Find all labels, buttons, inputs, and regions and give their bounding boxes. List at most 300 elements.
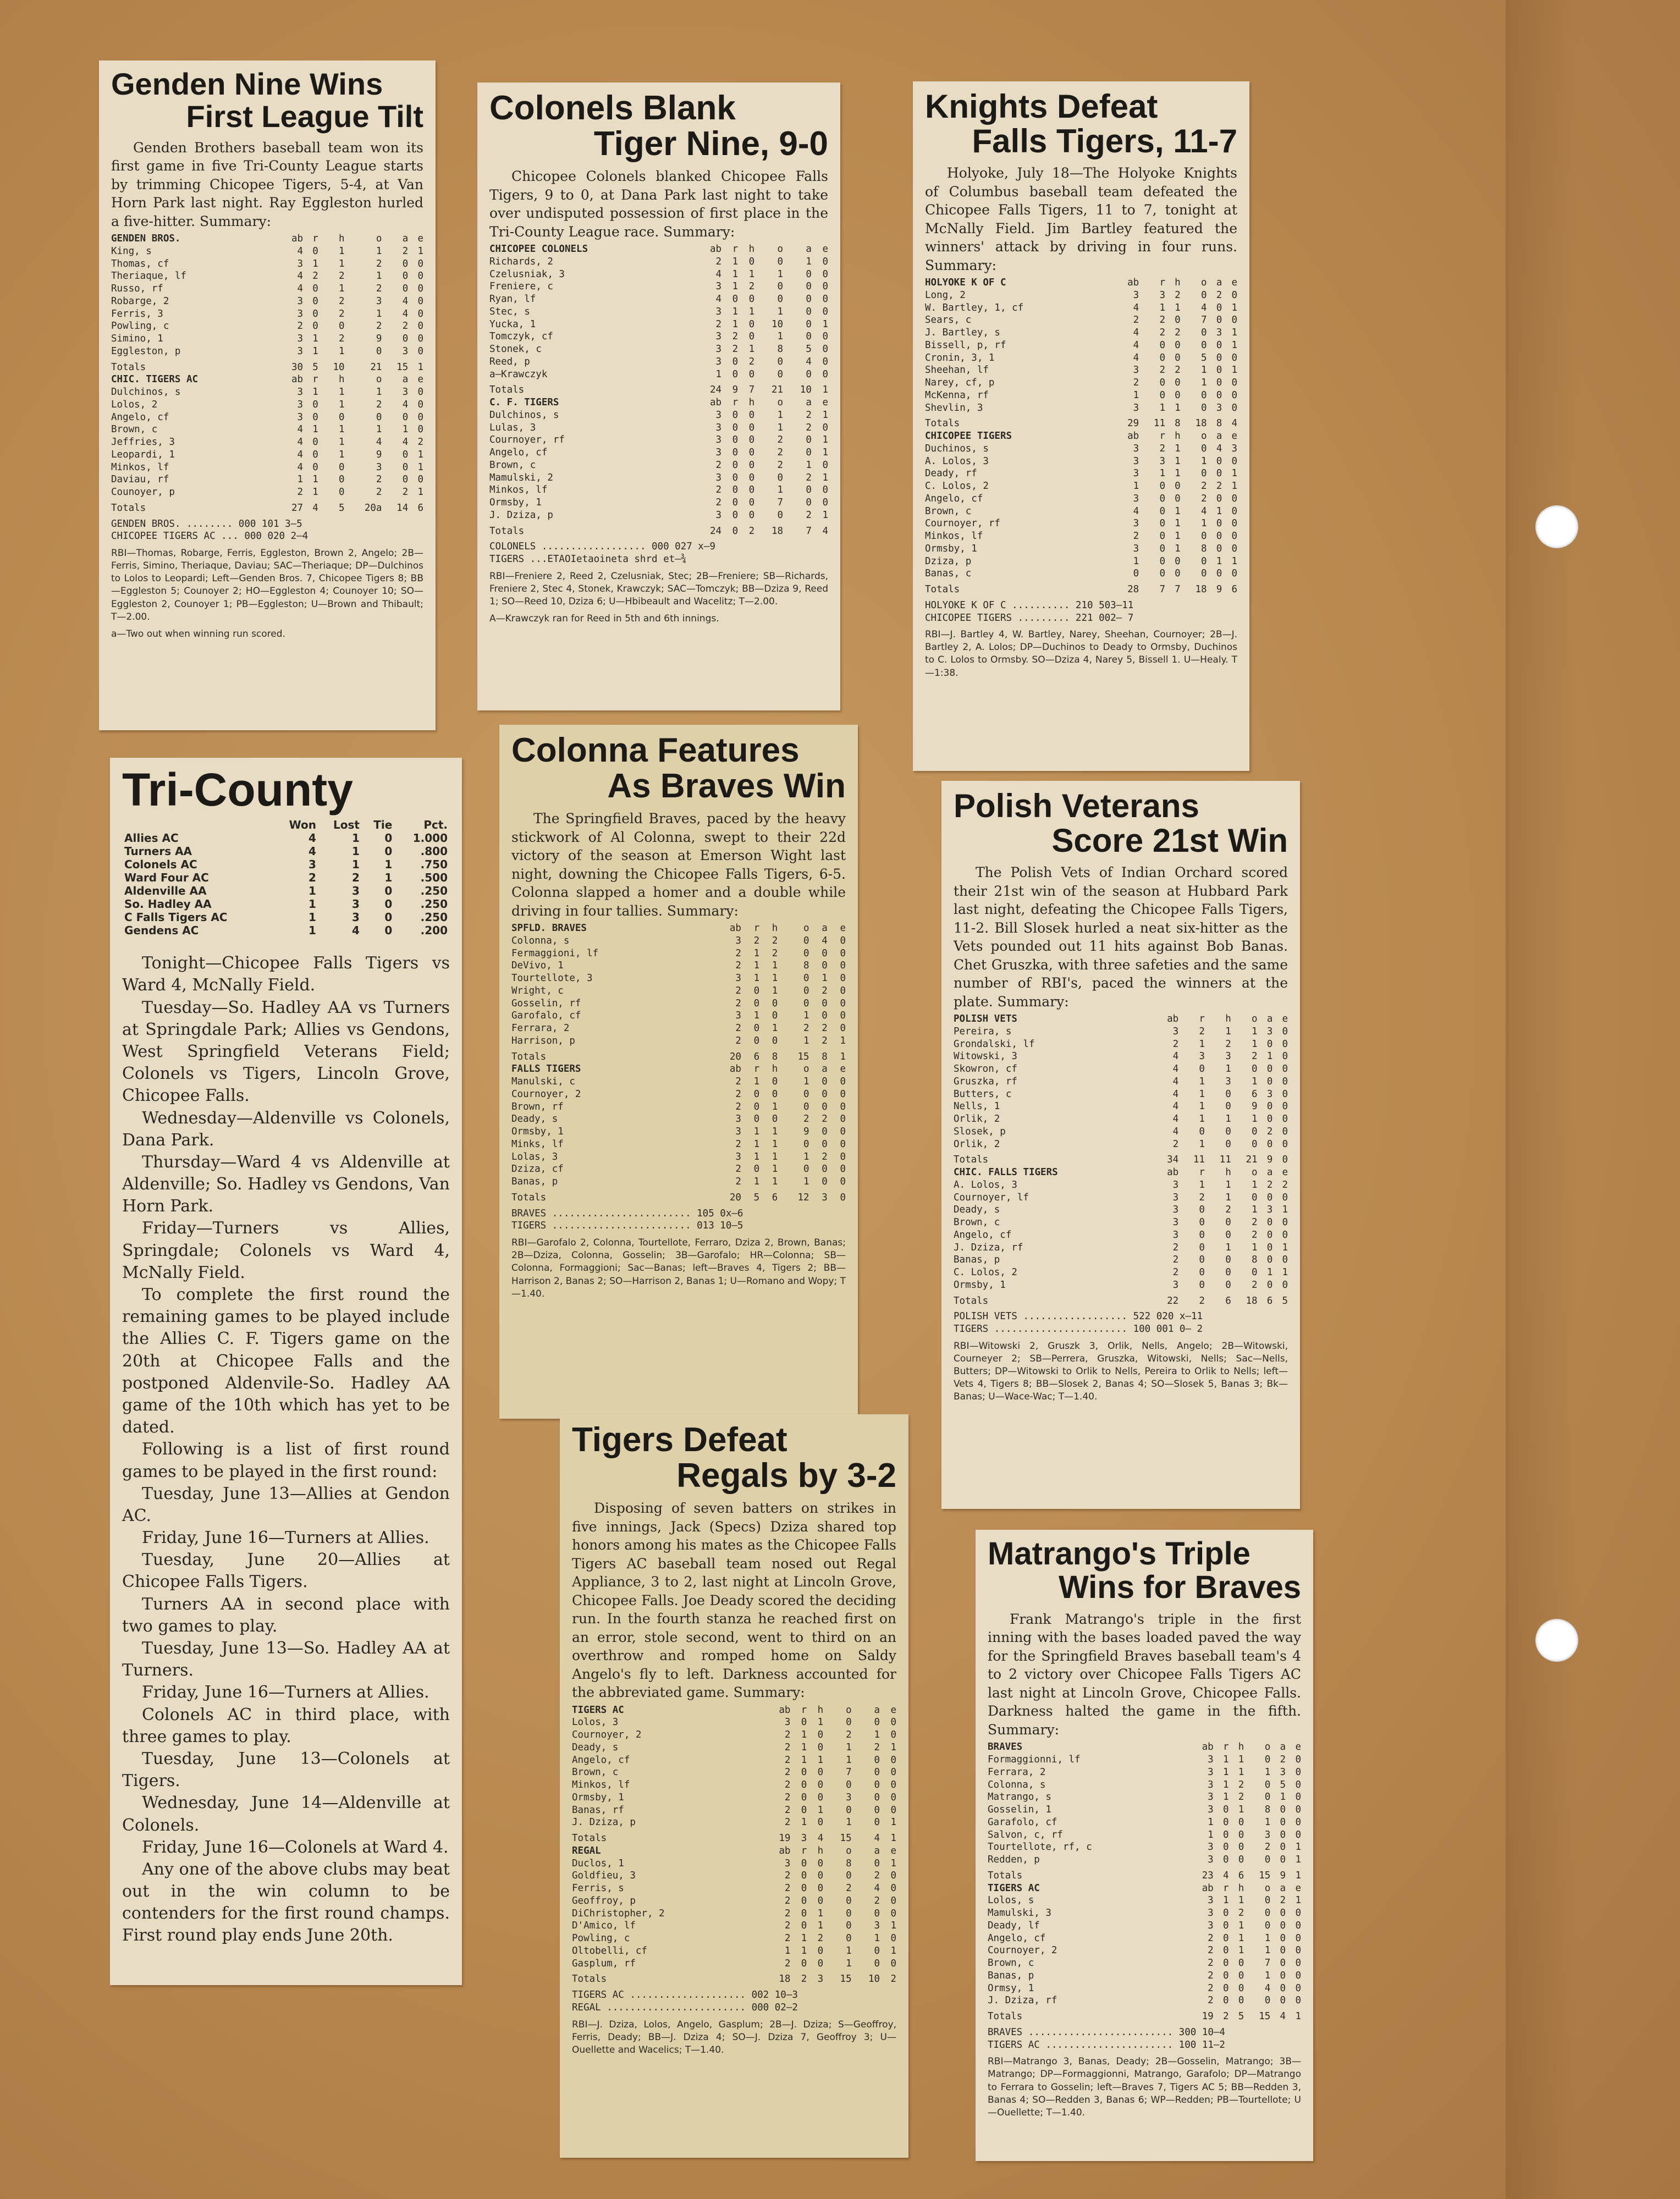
box-score-stat-cell: 3 [1172,1279,1179,1291]
box-score-stat-cell: 21 [771,384,784,396]
box-score-stat-cell: 1 [1225,1063,1231,1074]
box-score-stat-cell: 1 [874,1729,880,1741]
box-score-stat-cell: 3 [1266,1088,1273,1100]
box-score-stat-cell: r [801,1704,807,1716]
box-score-stat-cell: 15 [1259,2011,1271,2022]
headline-line-1: Tri-County [122,764,353,815]
box-score-name-cell: Garofalo, cf [511,1010,581,1022]
box-score-totals-row [111,358,423,374]
box-score-stat-cell: 0 [806,306,812,317]
box-score-stat-cell: 3 [1133,365,1139,376]
box-score-stat-cell: 2 [1225,1038,1231,1050]
box-score-stat-cell: 2 [784,1741,791,1753]
box-score-stat-cell: 4 [297,283,304,295]
box-score-player-row [954,1113,1288,1126]
box-score-stat-cell: 1 [1266,1051,1273,1062]
schedule-paragraph: Friday, June 16—Turners at Allies. [142,1683,429,1702]
box-score-stat-cell: 0 [772,1114,778,1125]
box-score-stat-cell: 0 [803,997,809,1009]
box-score-stat-cell: 0 [753,1023,760,1034]
box-score-stat-cell: 21 [1246,1154,1258,1166]
box-score-stat-cell: o [1264,1741,1271,1753]
box-score-stat-cell: 8 [846,1858,852,1869]
box-score-stat-cell: 0 [822,281,828,293]
box-score-table [511,922,846,1204]
box-score-stat-cell: 0 [801,1958,807,1969]
box-score-stat-cell: 0 [753,1101,760,1112]
box-score-stat-cell: 0 [1238,1816,1244,1828]
box-score-player-row [988,1970,1301,1982]
box-score-stat-cell: 2 [402,487,409,498]
box-score-stat-cell: 3 [1133,543,1139,554]
box-score-stat-cell: 4 [376,437,382,448]
box-score-stat-cell: 0 [846,1779,852,1791]
box-score-name-cell: Angelo, cf [925,493,983,504]
box-score-stat-cell: 0 [890,1729,896,1741]
box-score-stat-cell: 1 [1222,1754,1229,1766]
box-score-stat-cell: o [803,923,809,934]
box-score-stat-cell: 0 [1159,505,1165,517]
box-score-stat-cell: 0 [840,997,846,1009]
box-score-stat-cell: 1 [376,387,382,398]
box-score-player-row [925,377,1237,389]
box-score-stat-cell: 0 [1225,1101,1231,1112]
box-score-stat-cell: 5 [339,502,345,514]
box-score-stat-cell: 4 [715,268,722,280]
box-score-stat-cell: 1 [801,1741,807,1753]
box-score-stat-cell: 0 [1280,1829,1286,1840]
standings-team-cell: Ward Four AC [124,871,209,885]
box-score-name-cell: Banas, p [988,1970,1034,1981]
box-score-name-cell: Cournoyer, rf [489,434,565,446]
box-score-stat-cell: 5 [1200,352,1207,363]
box-score-stat-cell: 15 [840,1833,852,1844]
box-score-stat-cell: 0 [1200,339,1207,351]
box-score-stat-cell: 0 [339,461,345,473]
box-score-stat-cell: 4 [822,525,828,537]
box-score-stat-cell: 24 [710,384,722,396]
line-score-row: CHICOPEE TIGERS ......... 221 002— 7 [925,612,1134,624]
box-score-stat-cell: 1 [1133,481,1139,492]
standings-team-cell: Colonels AC [124,858,197,872]
box-score-name-cell: HOLYOKE K OF C [925,277,1006,288]
box-score-stat-cell: 1 [417,487,423,498]
headline-line-2: Regals by 3-2 [676,1457,896,1495]
box-score-stat-cell: 0 [1222,1908,1229,1919]
box-score-stat-cell: 0 [1216,455,1222,467]
box-score-stat-cell: 4 [1133,302,1139,313]
box-score-stat-cell: 2 [803,1114,809,1125]
box-score-stat-cell: 0 [1222,1970,1229,1981]
box-score-stat-cell: 1 [1295,2011,1301,2022]
schedule-paragraph: Tuesday, June 20—Allies at Chicopee Falls Tigers. [122,1550,450,1592]
box-score-name-cell: Reed, p [489,356,530,367]
box-score-stat-cell: 1 [890,1833,896,1844]
box-score-stat-cell: 4 [1172,1126,1179,1137]
box-score-player-row [511,1113,846,1126]
headline-line-1: Matrango's Triple [988,1536,1251,1572]
box-score-stat-cell: r [1159,431,1165,442]
clipping-colonna-features [499,725,858,1419]
box-score-stat-cell: 1 [339,449,345,460]
box-score-stat-cell: 1 [339,258,345,269]
box-score-name-cell: Eggleston, p [111,345,181,357]
box-score-player-row [572,1816,896,1829]
headline-line-1: Genden Nine Wins [111,67,383,101]
box-score-player-row [511,960,846,972]
box-score-stat-cell: 0 [1282,1254,1288,1266]
box-score-player-row [572,1716,896,1729]
box-score-stat-cell: 0 [1159,481,1165,492]
box-score-stat-cell: 3 [801,1833,807,1844]
box-score-stat-cell: ab [291,233,304,245]
box-score-stat-cell: 1 [784,1945,791,1956]
box-score-stat-cell: 1 [801,1933,807,1944]
game-notes: RBI—Witowski 2, Gruszk 3, Orlik, Nells, Angelo; 2B—Witowski, Courneyer 2; SB—Perrera, Gruszka, Witowski, Nells; Sac—Nells, Butters; DP—Witowski to Orlik to Nells, Pereira to Orlik to Nells; left—Vets 4, Tigers 8; BB—Slosek 2, Banas 4; SO—Slosek 5, Banas 3; Bk—Banas; U—Wace-Wac; T—1.40. [954,1340,1288,1403]
box-score-stat-cell: 0 [1264,1779,1271,1790]
box-score-name-cell: Deady, s [572,1741,619,1753]
box-score-stat-cell: 2 [874,1741,880,1753]
box-score-stat-cell: 8 [822,1051,828,1062]
box-score-stat-cell: 0 [806,268,812,280]
standings-stat-cell: 3 [352,897,360,911]
box-score-stat-cell: 3 [1133,468,1139,480]
box-score-player-row [511,972,846,985]
box-score-stat-cell: 0 [1216,389,1222,401]
box-score-stat-cell: 0 [748,434,755,446]
box-score-stat-cell: 1 [1159,468,1165,480]
box-score-name-cell: Cronin, 3, 1 [925,352,995,363]
schedule-paragraph: Any one of the above clubs may beat out in the win column to be contenders for the first round champs. First round play ends June 20th. [122,1859,450,1946]
box-score-stat-cell: 2 [806,422,812,433]
box-score-stat-cell: 0 [1264,1995,1271,2007]
box-score-stat-cell: 2 [822,1023,828,1034]
box-score-name-cell: Theriaque, lf [111,271,186,282]
box-score-player-row [925,517,1237,530]
box-score-player-row [572,1908,896,1920]
box-score-stat-cell: 4 [1133,505,1139,517]
box-score-stat-cell: 6 [417,502,423,514]
box-score-team-header [111,373,423,386]
box-score-stat-cell: 0 [339,321,345,332]
box-score-player-row [572,1920,896,1932]
box-score-name-cell: Totals [572,1974,607,1985]
headline-line-2: Wins for Braves [1058,1569,1301,1605]
box-score-name-cell: Salvon, c, rf [988,1829,1063,1840]
box-score-stat-cell: 0 [753,997,760,1009]
box-score-stat-cell: 3 [1133,402,1139,414]
box-score-stat-cell: 9 [732,384,739,396]
box-score-stat-cell: 0 [822,1176,828,1188]
box-score-stat-cell: 3 [1159,455,1165,467]
box-score-stat-cell: 1 [376,308,382,319]
box-score-stat-cell: 1 [753,1076,760,1088]
box-score-stat-cell: 1 [803,1035,809,1046]
standings-stat-cell: 0 [384,911,393,924]
box-score-stat-cell: 0 [874,1754,880,1766]
box-score-stat-cell: 0 [1282,1154,1288,1166]
box-score-stat-cell: 0 [1231,389,1237,401]
box-score-stat-cell: 18 [1246,1295,1258,1307]
box-score-stat-cell: 0 [1200,443,1207,454]
box-score-name-cell: A. Lolos, 3 [925,455,989,467]
box-score-stat-cell: 0 [1251,1192,1258,1203]
box-score-stat-cell: 0 [890,1895,896,1906]
box-score-stat-cell: 0 [748,484,755,496]
line-score-row: BRAVES ........................ 105 0x—6 [511,1208,743,1219]
box-score-stat-cell: 1 [890,1741,896,1753]
box-score-stat-cell: 4 [297,461,304,473]
box-score-stat-cell: 0 [417,387,423,398]
standings-table [122,818,450,937]
schedule-paragraph: To complete the first round the remaining games to be played include the Allies C. F. Tigers game on the 20th at Chicopee Falls and the postponed Aldenvile-So. Hadley AA game of the 10th which has yet to be dated. [122,1285,450,1437]
box-score-stat-cell: 2 [312,271,318,282]
box-score-stat-cell: 3 [1208,1754,1214,1766]
box-score-stat-cell: 9 [1251,1101,1258,1112]
box-score-stat-cell: 1 [753,1010,760,1022]
box-score-stat-cell: 0 [1295,1932,1301,1944]
box-score-player-row [511,1138,846,1151]
box-score-stat-cell: 0 [417,474,423,486]
box-score-name-cell: Totals [954,1295,989,1307]
box-score-name-cell: Ferrara, 2 [988,1766,1046,1778]
box-score-stat-cell: 7 [777,497,784,509]
box-score-stat-cell: 0 [817,1817,824,1828]
box-score-stat-cell: 1 [1199,1076,1205,1087]
box-score-stat-cell: 0 [732,447,739,459]
box-score-player-row [925,327,1237,339]
box-score-player-row [111,411,423,424]
box-score-stat-cell: 1 [772,985,778,996]
box-score-stat-cell: 2 [1238,1792,1244,1803]
box-score-stat-cell: 0 [840,1101,846,1112]
box-score-stat-cell: 0 [1280,1920,1286,1931]
box-score-name-cell: Simino, 1 [111,333,163,345]
box-score-stat-cell: 0 [1225,1138,1231,1150]
box-score-name-cell: Brown, c [572,1767,619,1778]
box-score-stat-cell: 0 [1231,568,1237,580]
standings-stat-cell: 0 [384,845,393,858]
box-score-stat-cell: 1 [1175,455,1181,467]
box-score-stat-cell: 1 [1216,505,1222,517]
box-score-stat-cell: 4 [874,1883,880,1894]
box-score-stat-cell: 1 [312,487,318,498]
box-score-stat-cell: 0 [417,411,423,423]
box-score-name-cell: Ormsby, 1 [925,543,977,554]
box-score-stat-cell: 2 [1199,1192,1205,1203]
box-score-stat-cell: 1 [339,424,345,436]
box-score-stat-cell: 1 [312,345,318,357]
box-score-stat-cell: 18 [1195,584,1207,595]
box-score-stat-cell: 4 [1172,1114,1179,1125]
box-score-player-row [925,493,1237,505]
box-score-table [925,277,1237,596]
box-score-stat-cell: 3 [715,344,722,355]
box-score-stat-cell: 6 [753,1051,760,1062]
box-score-stat-cell: 0 [753,1035,760,1046]
box-score-player-row [111,449,423,461]
box-score-player-row [489,409,828,422]
box-score-player-row [489,306,828,318]
box-score-stat-cell: 0 [1159,352,1165,363]
box-score-stat-cell: 0 [801,1779,807,1791]
box-score-stat-cell: 2 [735,1035,741,1046]
box-score-stat-cell: 2 [1208,1970,1214,1981]
box-score-stat-cell: 9 [803,1126,809,1138]
box-score-player-row [489,330,828,343]
box-score-stat-cell: 3 [715,409,722,421]
box-score-player-row [925,530,1237,543]
box-score-stat-cell: e [1231,431,1237,442]
box-score-stat-cell: 1 [801,1945,807,1956]
box-score-name-cell: Stec, s [489,306,530,317]
box-score-stat-cell: 0 [1231,531,1237,542]
box-score-name-cell: Minks, lf [511,1138,564,1150]
box-score-stat-cell: 1 [339,345,345,357]
standings-stat-cell: .800 [420,845,448,858]
box-score-player-row [988,1841,1301,1854]
box-score-stat-cell: 1 [772,1101,778,1112]
box-score-stat-cell: 2 [784,1920,791,1932]
box-score-stat-cell: 0 [777,256,784,267]
standings-stat-cell: 4 [352,924,360,938]
standings-team-cell: C Falls Tigers AC [124,911,228,924]
box-score-stat-cell: h [1225,1167,1231,1178]
box-score-stat-cell: 1 [772,1126,778,1138]
box-score-stat-cell: r [312,233,318,245]
box-score-stat-cell: 3 [1208,1895,1214,1906]
box-score-player-row [572,1932,896,1945]
box-score-stat-cell: 0 [417,333,423,345]
box-score-stat-cell: 1 [803,1176,809,1188]
box-score-stat-cell: 0 [1266,1192,1273,1203]
box-score-stat-cell: 0 [1222,1982,1229,1994]
box-score-stat-cell: 0 [748,447,755,459]
box-score-name-cell: Orlik, 2 [954,1138,1000,1150]
box-score-stat-cell: 3 [297,411,304,423]
box-score-stat-cell: 1 [1251,1026,1258,1037]
box-score-stat-cell: 3 [297,258,304,269]
box-score-stat-cell: 0 [1175,555,1181,567]
box-score-totals-row [111,499,423,515]
schedule-paragraph: Tuesday—So. Hadley AA vs Turners at Springdale Park; Allies vs Gendons, West Springfield Veterans Field; Colonels vs Tigers, Lincoln Grove, Chicopee Falls. [122,997,450,1106]
box-score-name-cell: Deady, lf [988,1920,1040,1931]
box-score-stat-cell: 4 [1133,352,1139,363]
box-score-stat-cell: 1 [1231,302,1237,313]
box-score-stat-cell: 1 [817,1920,824,1932]
box-score-table [572,1704,896,1986]
box-score-stat-cell: 1 [1200,377,1207,388]
box-score-stat-cell: 0 [1216,315,1222,326]
box-score-stat-cell: 0 [1231,315,1237,326]
box-score-name-cell: Fermaggioni, lf [511,947,599,959]
box-score-stat-cell: 0 [822,1010,828,1022]
box-score-stat-cell: 0 [1133,568,1139,580]
box-score-stat-cell: 3 [784,1717,791,1728]
box-score-player-row [511,1101,846,1114]
box-score-stat-cell: ab [1167,1167,1179,1178]
box-score-stat-cell: 0 [1231,377,1237,388]
box-score-name-cell: Slosek, p [954,1126,1006,1137]
box-score-name-cell: McKenna, rf [925,389,989,401]
box-score-stat-cell: 5 [806,344,812,355]
box-score-stat-cell: 0 [1159,543,1165,554]
box-score-stat-cell: 0 [312,308,318,319]
box-score-stat-cell: 0 [1222,1854,1229,1866]
box-score-stat-cell: 12 [797,1192,809,1203]
box-score-name-cell: Butters, c [954,1088,1012,1100]
box-score-stat-cell: 1 [339,387,345,398]
box-score-stat-cell: 4 [297,437,304,448]
box-score-stat-cell: 1 [1225,1026,1231,1037]
box-score-stat-cell: 2 [1172,1038,1179,1050]
box-score-stat-cell: 0 [803,1138,809,1150]
box-score-stat-cell: 0 [732,472,739,483]
box-score-name-cell: Deady, s [511,1114,558,1125]
box-score-player-row [572,1729,896,1741]
box-score-stat-cell: 1 [1175,468,1181,480]
box-score-stat-cell: 3 [1208,1920,1214,1931]
box-score-stat-cell: 1 [1231,339,1237,351]
box-score-player-row [925,314,1237,327]
box-score-stat-cell: h [817,1704,824,1716]
box-score-stat-cell: 11 [1219,1154,1231,1166]
box-score-stat-cell: 1 [312,387,318,398]
box-score-stat-cell: 2 [1208,1982,1214,1994]
box-score-name-cell: Orlik, 2 [954,1114,1000,1125]
box-score-stat-cell: 0 [840,1023,846,1034]
box-score-stat-cell: 0 [312,461,318,473]
box-score-stat-cell: 0 [822,1088,828,1100]
box-score-stat-cell: 3 [715,472,722,483]
standings-col-won: Won [289,818,316,832]
standings-stat-cell: 0 [384,924,393,938]
box-score-stat-cell: 3 [1172,1179,1179,1191]
box-score-stat-cell: 1 [312,424,318,436]
box-score-stat-cell: 3 [297,295,304,307]
box-score-stat-cell: 1 [1222,1792,1229,1803]
box-score-stat-cell: 10 [333,361,345,373]
box-score-stat-cell: 0 [1222,1958,1229,1969]
box-score-stat-cell: 0 [1216,365,1222,376]
box-score-player-row [511,1176,846,1188]
standings-stat-cell: 4 [309,831,316,845]
box-score-stat-cell: 3 [784,1858,791,1869]
box-score-stat-cell: 4 [874,1833,880,1844]
standings-stat-cell: 3 [352,884,360,898]
box-score-stat-cell: 2 [772,935,778,946]
box-score-stat-cell: 0 [874,1717,880,1728]
box-score-stat-cell: 1 [772,1164,778,1175]
box-score-stat-cell: 4 [1216,443,1222,454]
box-score-name-cell: Narey, cf, p [925,377,995,388]
box-score-stat-cell: 1 [732,318,739,330]
box-score-stat-cell: 0 [817,1895,824,1906]
box-score-stat-cell: 1 [822,409,828,421]
standings-stat-cell: 4 [309,845,316,858]
box-score-stat-cell: o [376,374,382,385]
box-score-stat-cell: 0 [1175,352,1181,363]
standings-row [122,871,450,884]
box-score-stat-cell: 4 [297,245,304,257]
box-score-player-row [925,555,1237,568]
box-score-stat-cell: 2 [715,459,722,471]
box-score-player-row [954,1126,1288,1138]
box-score-stat-cell: r [312,374,318,385]
box-score-stat-cell: 1 [817,1804,824,1816]
box-score-player-row [511,985,846,997]
box-score-stat-cell: 1 [417,449,423,460]
